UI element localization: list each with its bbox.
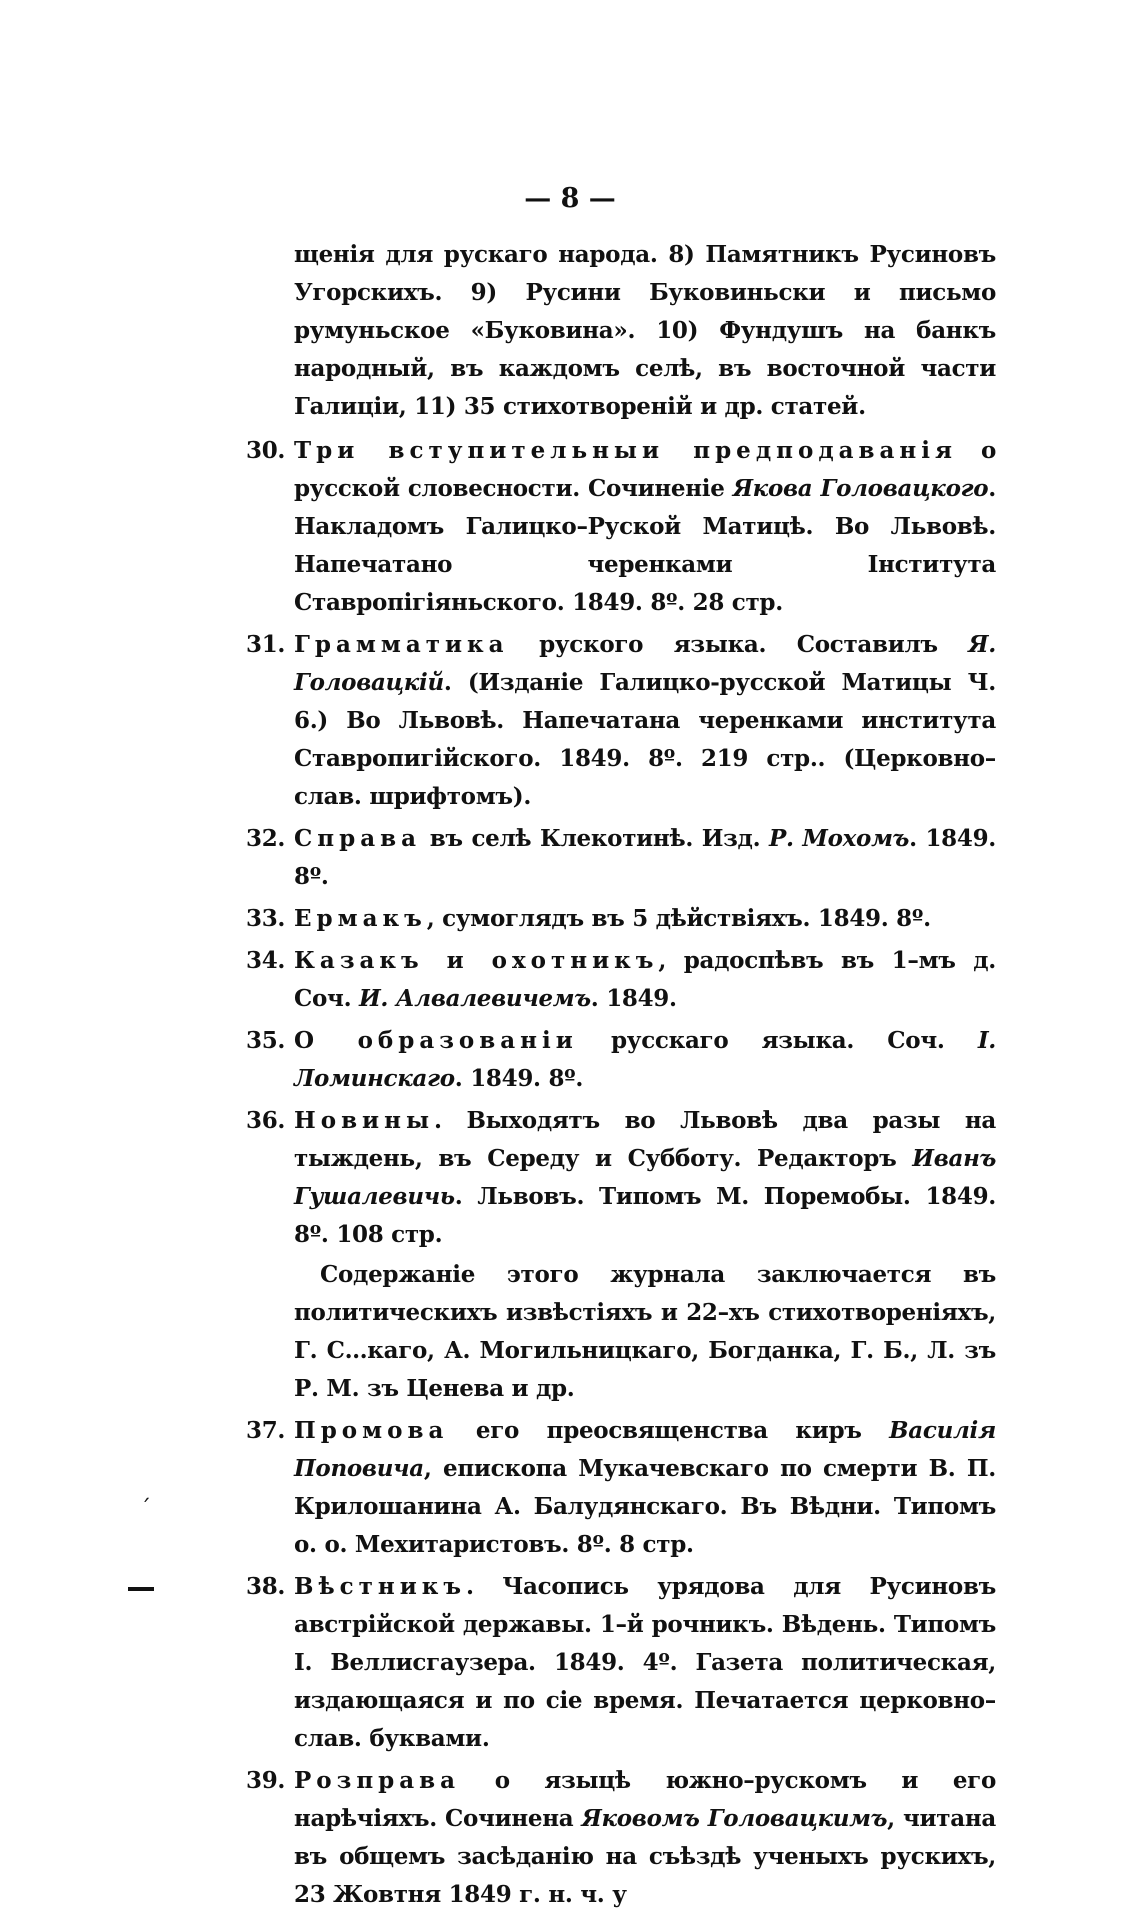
entry-author: Я. Головацкій xyxy=(294,631,996,696)
bibliography-entry xyxy=(246,942,996,1018)
entry-title: Ермакъ xyxy=(294,905,427,932)
entry-note: Содержаніе этого журнала заключается въ политическихъ извѣстіяхъ и 22–хъ стихотвореніяхъ, Г. С…каго, А. Могильницкаго, Богданка, Г. Б., Л. зъ Р. М. зъ Ценева и др. xyxy=(294,1261,996,1402)
entry-number: 39. xyxy=(246,1767,286,1794)
entry-text: русскаго языка. Соч. xyxy=(577,1027,978,1054)
entry-text: . Выходятъ во Львовѣ два разы на тыждень, въ Середу и Субботу. Редакторъ xyxy=(294,1107,996,1172)
entry-number: 30. xyxy=(246,437,286,464)
entry-title: Новины xyxy=(294,1107,435,1134)
bibliography-list xyxy=(246,432,996,1914)
entry-number: 31. xyxy=(246,631,286,658)
bibliography-entry xyxy=(246,820,996,896)
page-body xyxy=(246,236,996,1914)
entry-text: его преосвященства киръ xyxy=(448,1417,890,1444)
entry-number: 38. xyxy=(246,1573,286,1600)
bibliography-entry xyxy=(246,626,996,816)
entry-title: Справа xyxy=(294,825,422,852)
entry-text: . Часопись урядова для Русиновъ австрійской державы. 1–й рочникъ. Вѣдень. Типомъ І. Веллисгаузера. 1849. 4º. Газета политическая, издающаяся и по сіе время. Печатается церковно–слав. буквами. xyxy=(294,1573,996,1752)
entry-text-end: . Накладомъ Галицко–Руской Матицѣ. Во Львовѣ. Напечатано черенками Інститута Ставропігіяньского. 1849. 8º. 28 стр. xyxy=(294,475,997,616)
entry-text: , сумоглядъ въ 5 дѣйствіяхъ. 1849. 8º. xyxy=(426,905,931,932)
entry-number: 37. xyxy=(246,1417,286,1444)
entry-text: , радоспѣвъ въ 1–мъ д. Соч. xyxy=(294,947,996,1012)
entry-text-end: . 1849. 8º. xyxy=(294,825,996,890)
bibliography-entry xyxy=(246,1762,996,1914)
entry-text-end: , епископа Мукачевскаго по смерти В. П. Крилошанина А. Балудянскаго. Въ Вѣдни. Типомъ о. о. Мехитаристовъ. 8º. 8 стр. xyxy=(294,1455,996,1558)
bibliography-entry xyxy=(246,1412,996,1564)
entry-author: Василія Поповича xyxy=(294,1417,996,1482)
bibliography-entry xyxy=(246,432,996,622)
entry-author: І. Ломинскаго xyxy=(294,1027,996,1092)
bibliography-entry xyxy=(246,1022,996,1098)
entry-title: Промова xyxy=(294,1417,449,1444)
entry-number: 32. xyxy=(246,825,286,852)
entry-title: Казакъ и охотникъ xyxy=(294,947,659,974)
entry-text: о языцѣ южно–рускомъ и его нарѣчіяхъ. Сочинена xyxy=(294,1767,996,1832)
entry-text-end: . 1849. xyxy=(590,985,677,1012)
entry-author: Иванъ Гушалевичь xyxy=(294,1145,996,1210)
entry-title: О образованіи xyxy=(294,1027,578,1054)
entry-text: руского языка. Составилъ xyxy=(508,631,969,658)
entry-title: Три вступительныи предподаванія xyxy=(294,437,957,464)
entry-text-end: . (Изданіе Галицко-русской Матицы Ч. 6.) Во Львовѣ. Напечатана черенками института Ставропигійского. 1849. 8º. 219 стр.. (Церковно–слав. шрифтомъ). xyxy=(294,669,996,810)
entry-author: Якова Головацкого xyxy=(732,475,989,502)
page-number: — 8 — xyxy=(524,183,616,214)
bibliography-entry xyxy=(246,1568,996,1758)
entry-number: 36. xyxy=(246,1107,286,1134)
entry-text: въ селѣ Клекотинѣ. Изд. xyxy=(421,825,769,852)
entry-number: 33. xyxy=(246,905,286,932)
entry-author: И. Алвалевичемъ xyxy=(359,985,591,1012)
entry-author: Яковомъ Головацкимъ xyxy=(581,1805,888,1832)
bibliography-entry xyxy=(246,900,996,938)
entry-text-end: . 1849. 8º. xyxy=(454,1065,584,1092)
entry-text: о русской словесности. Сочиненіе xyxy=(294,437,996,502)
entry-title: Вѣстникъ xyxy=(294,1573,467,1600)
margin-tick-mark: ˊ xyxy=(140,1497,151,1522)
entry-title: Розправа xyxy=(294,1767,461,1794)
entry-number: 35. xyxy=(246,1027,286,1054)
margin-dash-mark xyxy=(128,1587,154,1591)
entry-number: 34. xyxy=(246,947,286,974)
bibliography-entry xyxy=(246,1102,996,1254)
entry-title: Грамматика xyxy=(294,631,509,658)
entry-text-end: . Львовъ. Типомъ М. Поремобы. 1849. 8º. 108 стр. xyxy=(294,1183,996,1248)
entry-text-end: , читана въ общемъ засѣданію на съѣздѣ ученыхъ рускихъ, 23 Жовтня 1849 г. н. ч. у xyxy=(294,1805,996,1908)
entry-author: Р. Мохомъ xyxy=(769,825,910,852)
continuation-paragraph: щенія для рускаго народа. 8) Памятникъ Русиновъ Угорскихъ. 9) Русини Буковиньски и письмо румуньское «Буковина». 10) Фундушъ на банкъ народный, въ каждомъ селѣ, въ восточной части Галиціи, 11) 35 стихотвореній и др. статей. xyxy=(294,241,996,420)
